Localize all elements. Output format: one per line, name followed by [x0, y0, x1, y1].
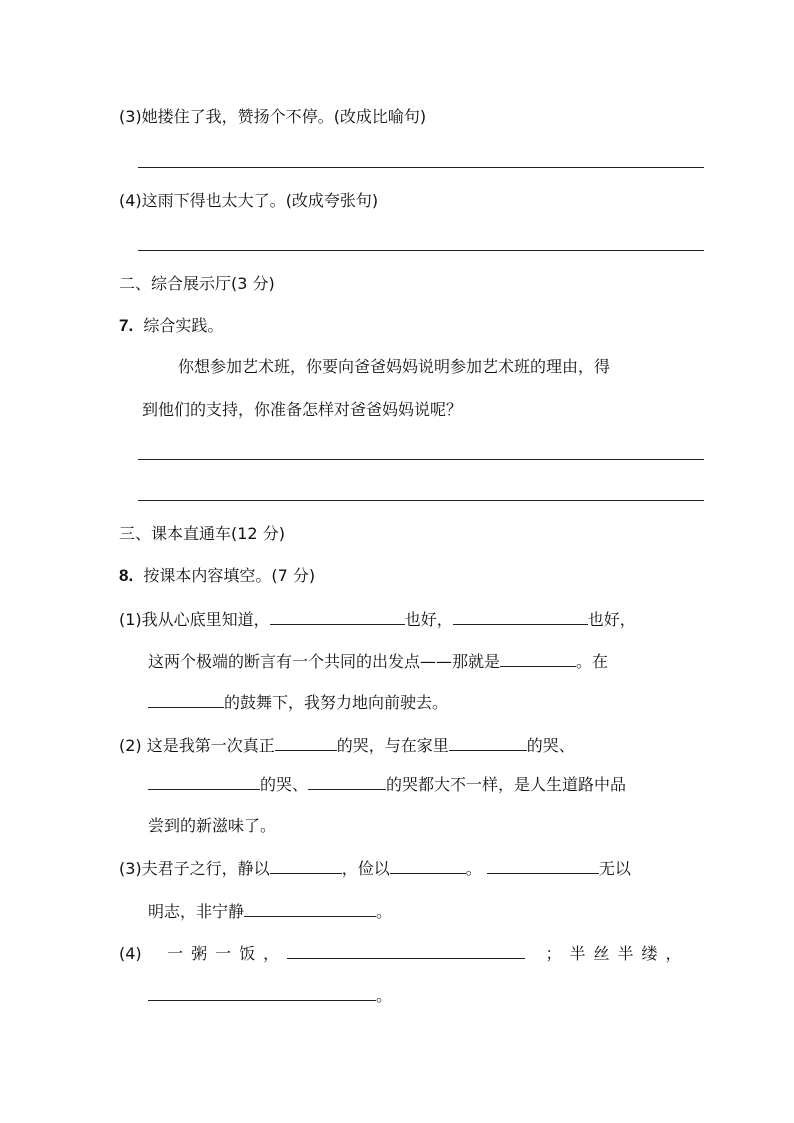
- q8-item2-line2: [148, 773, 626, 793]
- q4-sentence: 这雨下得也太大了。: [141, 191, 286, 210]
- q8-item4-blank1[interactable]: [287, 942, 525, 959]
- q7-answer-line-2[interactable]: [138, 500, 704, 501]
- q8-item2-text1: 这是我第一次真正: [146, 736, 275, 755]
- q8-item2-blank4[interactable]: [308, 773, 386, 790]
- q8-item2-blank2[interactable]: [449, 734, 527, 751]
- q8-item3-line2: [148, 900, 392, 920]
- q8-item2-line1: [119, 734, 575, 754]
- q8-item4-line1: [119, 942, 689, 962]
- q3-answer-line[interactable]: [138, 167, 704, 168]
- q8-item3-text1: 夫君子之行，静以: [141, 859, 270, 878]
- q8-item3-text4: 无以: [598, 859, 631, 878]
- q8-item1-blank4[interactable]: [148, 691, 224, 708]
- q8-item1-number: (1): [119, 610, 142, 629]
- q8-item1-blank3[interactable]: [500, 650, 576, 667]
- q8-item1-text3: 也好，: [587, 610, 636, 629]
- q8-item3-line1: [119, 857, 631, 877]
- q7-title-line: [119, 316, 223, 336]
- q7-answer-line-1[interactable]: [138, 459, 704, 460]
- q8-item2-blank3[interactable]: [148, 773, 260, 790]
- q8-item1-blank1[interactable]: [270, 608, 405, 625]
- q4-rewrite-line: [119, 191, 378, 211]
- q8-title: 按课本内容填空。(7 分): [143, 566, 316, 585]
- q8-item3-blank1[interactable]: [270, 857, 342, 874]
- q8-item2-number: (2): [119, 736, 142, 755]
- q8-item1-blank2[interactable]: [453, 608, 588, 625]
- section3-heading: 三、课本直通车(12 分): [119, 524, 285, 543]
- q8-item4-line2: [148, 984, 392, 1004]
- q8-item3-text6: 。: [376, 902, 393, 921]
- q8-item4-text3: 。: [376, 986, 393, 1005]
- q8-item2-line3: 尝到的新滋味了。: [148, 816, 277, 835]
- q8-item3-text5: 明志，非宁静: [148, 902, 245, 921]
- q8-item3-blank2[interactable]: [390, 857, 466, 874]
- q3-rewrite-line: [119, 107, 426, 127]
- q4-number: (4): [119, 191, 142, 210]
- q8-item4-text2: ；半丝半缕，: [545, 944, 690, 963]
- q8-number: 8.: [119, 566, 134, 585]
- q8-item1-text6: 的鼓舞下，我努力地向前驶去。: [224, 693, 449, 712]
- q3-instruction: (改成比喻句): [333, 107, 427, 126]
- q8-item3-blank3[interactable]: [487, 857, 599, 874]
- q8-item1-line3: [148, 691, 448, 711]
- q8-item3-blank4[interactable]: [244, 900, 376, 917]
- q8-item4-number: (4): [119, 944, 142, 963]
- q8-item1-line2: [148, 650, 608, 670]
- q8-title-line: [119, 566, 315, 586]
- q8-item2-blank1[interactable]: [275, 734, 337, 751]
- q7-paragraph-line2: 到他们的支持，你准备怎样对爸爸妈妈说呢？: [142, 400, 463, 419]
- q3-sentence: 她搂住了我，赞扬个不停。: [141, 107, 334, 126]
- q8-item4-text1: 一粥一饭，: [167, 944, 288, 963]
- q8-item1-text5: 。在: [576, 652, 609, 671]
- q8-item4-blank2[interactable]: [148, 984, 376, 1001]
- q4-instruction: (改成夸张句): [285, 191, 379, 210]
- q4-answer-line[interactable]: [138, 250, 704, 251]
- q8-item3-text2: ，俭以: [341, 859, 390, 878]
- q8-item3-number: (3): [119, 859, 142, 878]
- q8-item1-text4: 这两个极端的断言有一个共同的出发点——那就是: [148, 652, 501, 671]
- q8-item1-text1: 我从心底里知道，: [141, 610, 270, 629]
- q3-number: (3): [119, 107, 142, 126]
- q7-number: 7.: [119, 316, 134, 335]
- q7-paragraph-line1: 你想参加艺术班，你要向爸爸妈妈说明参加艺术班的理由，得: [178, 357, 611, 376]
- q8-item3-text3: 。: [465, 859, 482, 878]
- q8-item2-text3: 的哭、: [526, 736, 575, 755]
- q7-title: 综合实践。: [143, 316, 224, 335]
- q8-item2-text2: 的哭，与在家里: [336, 736, 449, 755]
- q8-item1-line1: [119, 608, 636, 628]
- q8-item1-text2: 也好，: [404, 610, 453, 629]
- q8-item2-text5: 的哭都大不一样，是人生道路中品: [386, 775, 627, 794]
- q8-item2-text4: 的哭、: [260, 775, 309, 794]
- section2-heading: 二、综合展示厅(3 分): [119, 274, 275, 293]
